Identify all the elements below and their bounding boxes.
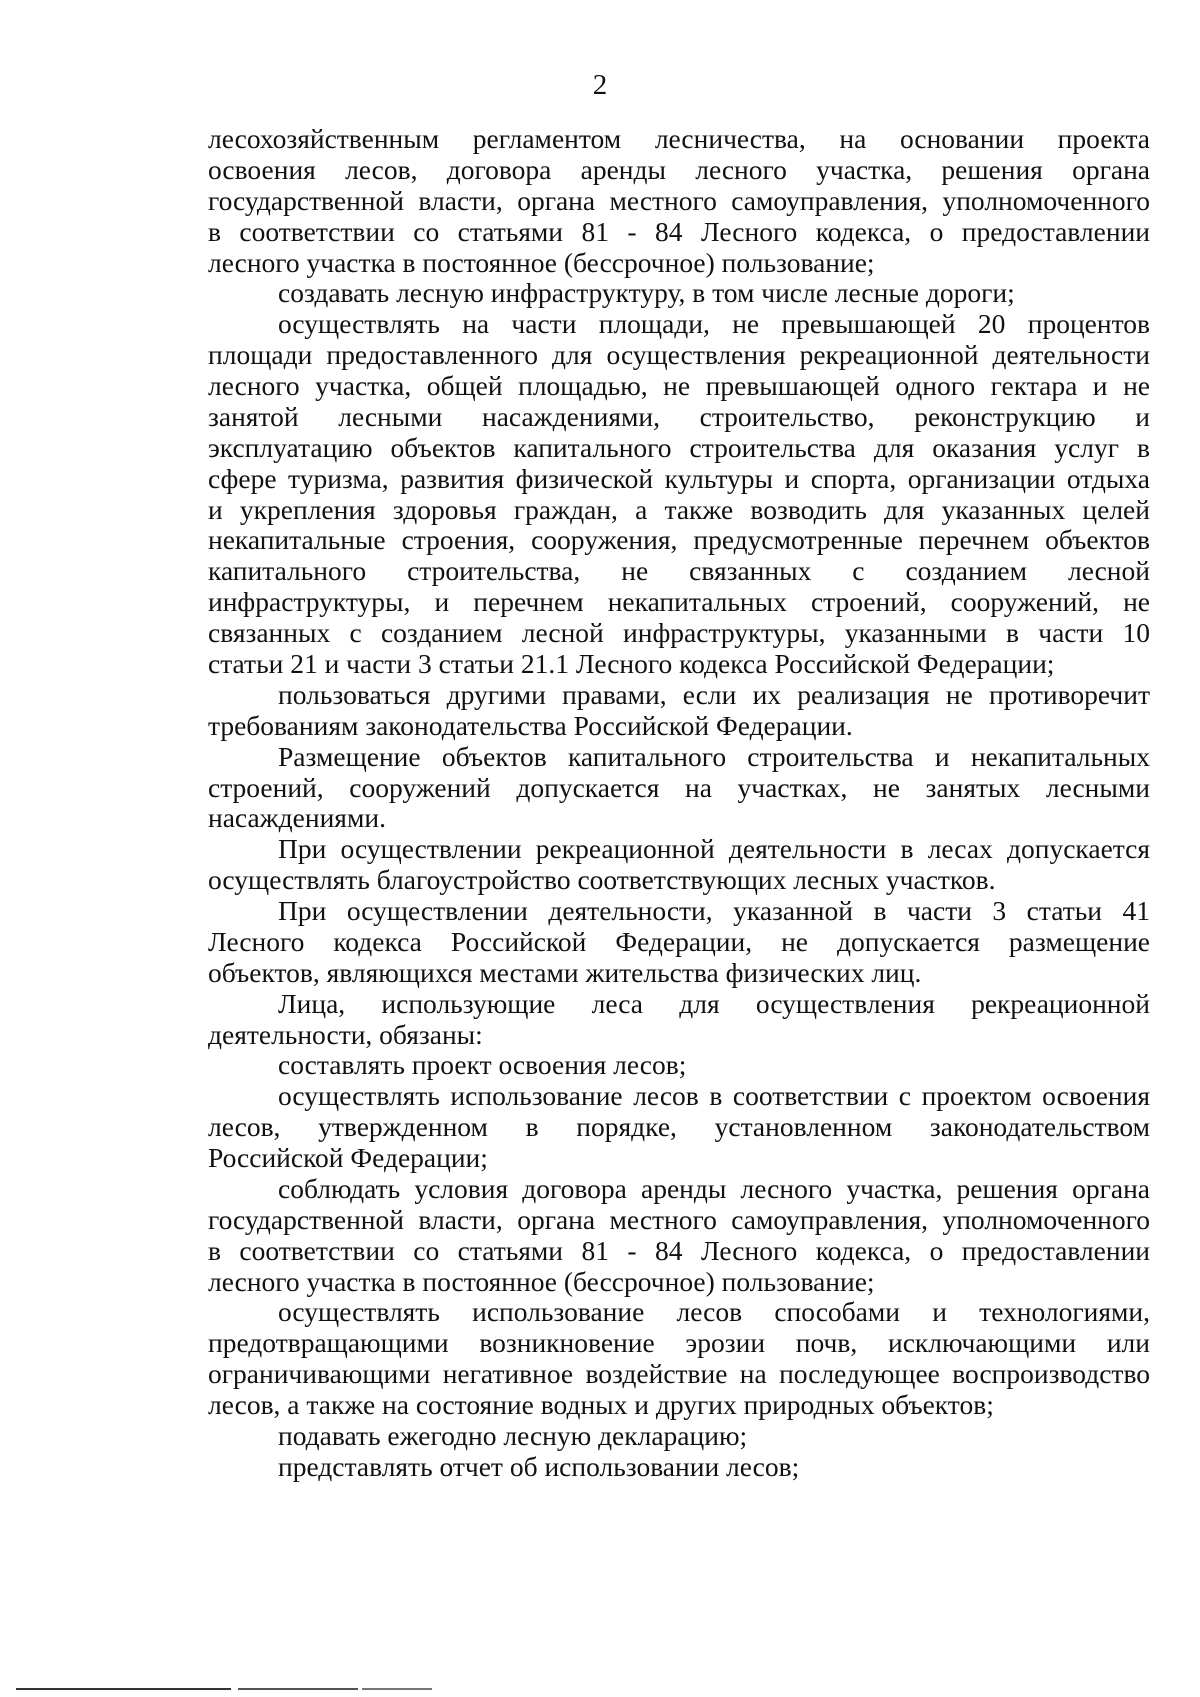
text-line: соблюдать условия договора аренды лесного участка, решения органа [278,1172,1150,1204]
text-line: составлять проект освоения лесов; [278,1049,687,1081]
text-line: в соответствии со статьями 81 - 84 Лесного кодекса, о предоставлении [208,1234,1150,1266]
text-line: объектов, являющихся местами жительства физических лиц. [208,956,922,988]
text-line: Размещение объектов капитального строительства и некапитальных [278,740,1150,772]
text-line: представлять отчет об использовании лесов; [278,1450,800,1482]
text-line: Лесного кодекса Российской Федерации, не допускается размещение [208,925,1150,957]
text-line: При осуществлении деятельности, указанной в части 3 статьи 41 [278,895,1150,926]
text-line: и укрепления здоровья граждан, а также возводить для указанных целей [208,493,1150,525]
text-line: насаждениями. [208,802,386,834]
text-line: лесного участка в постоянное (бессрочное) пользование; [208,246,875,278]
text-line: пользоваться другими правами, если их реализация не противоречит [278,678,1150,710]
text-line: лесов, утвержденном в порядке, установленном законодательством [208,1111,1150,1143]
text-line: При осуществлении рекреационной деятельности в лесах допускается [278,833,1150,865]
text-line: инфраструктуры, и перечнем некапитальных строений, сооружений, не [208,586,1150,618]
text-line: сфере туризма, развития физической культуры и спорта, организации отдыха [208,462,1150,494]
text-line: статьи 21 и части 3 статьи 21.1 Лесного кодекса Российской Федерации; [208,648,1055,679]
text-line: требованиям законодательства Российской Федерации. [208,709,853,741]
footer-rule [16,1688,231,1690]
text-line: деятельности, обязаны: [208,1018,483,1050]
text-line: лесного участка в постоянное (бессрочное) пользование; [208,1265,875,1297]
text-line: строений, сооружений допускается на участках, не занятых лесными [208,771,1150,803]
text-line: осуществлять на части площади, не превышающей 20 процентов [278,308,1150,340]
text-line: лесохозяйственным регламентом лесничества, на основании проекта [208,123,1150,154]
text-line: осуществлять использование лесов способами и технологиями, [278,1296,1150,1328]
text-line: эксплуатацию объектов капитального строительства для оказания услуг в [208,431,1150,463]
text-line: некапитальные строения, сооружения, предусмотренные перечнем объектов [208,524,1150,556]
text-line: предотвращающими возникновение эрозии почв, исключающими или [208,1327,1150,1359]
page-number: 2 [592,69,608,101]
text-line: осуществлять благоустройство соответствующих лесных участков. [208,864,996,896]
footer-rule [362,1688,432,1690]
text-line: государственной власти, органа местного самоуправления, уполномоченного [208,1203,1150,1235]
text-line: занятой лесными насаждениями, строительство, реконструкцию и [208,400,1150,432]
footer-rule [238,1688,358,1690]
text-line: капитального строительства, не связанных с созданием лесной [208,555,1150,587]
text-line: создавать лесную инфраструктуру, в том числе лесные дороги; [278,277,1015,309]
text-line: Российской Федерации; [208,1142,488,1173]
text-line: лесов, а также на состояние водных и других природных объектов; [208,1389,994,1421]
text-line: ограничивающими негативное воздействие на последующее воспроизводство [208,1358,1150,1390]
text-line: площади предоставленного для осуществления рекреационной деятельности [208,339,1150,371]
text-line: осуществлять использование лесов в соответствии с проектом освоения [278,1080,1150,1112]
text-line: лесного участка, общей площадью, не превышающей одного гектара и не [208,370,1150,401]
text-line: освоения лесов, договора аренды лесного участка, решения органа [208,153,1150,185]
text-line: в соответствии со статьями 81 - 84 Лесного кодекса, о предоставлении [208,215,1150,247]
text-line: государственной власти, органа местного самоуправления, уполномоченного [208,184,1150,216]
text-line: Лица, использующие леса для осуществления рекреационной [278,987,1150,1019]
text-line: связанных с созданием лесной инфраструктуры, указанными в части 10 [208,617,1150,649]
text-line: подавать ежегодно лесную декларацию; [278,1420,748,1451]
